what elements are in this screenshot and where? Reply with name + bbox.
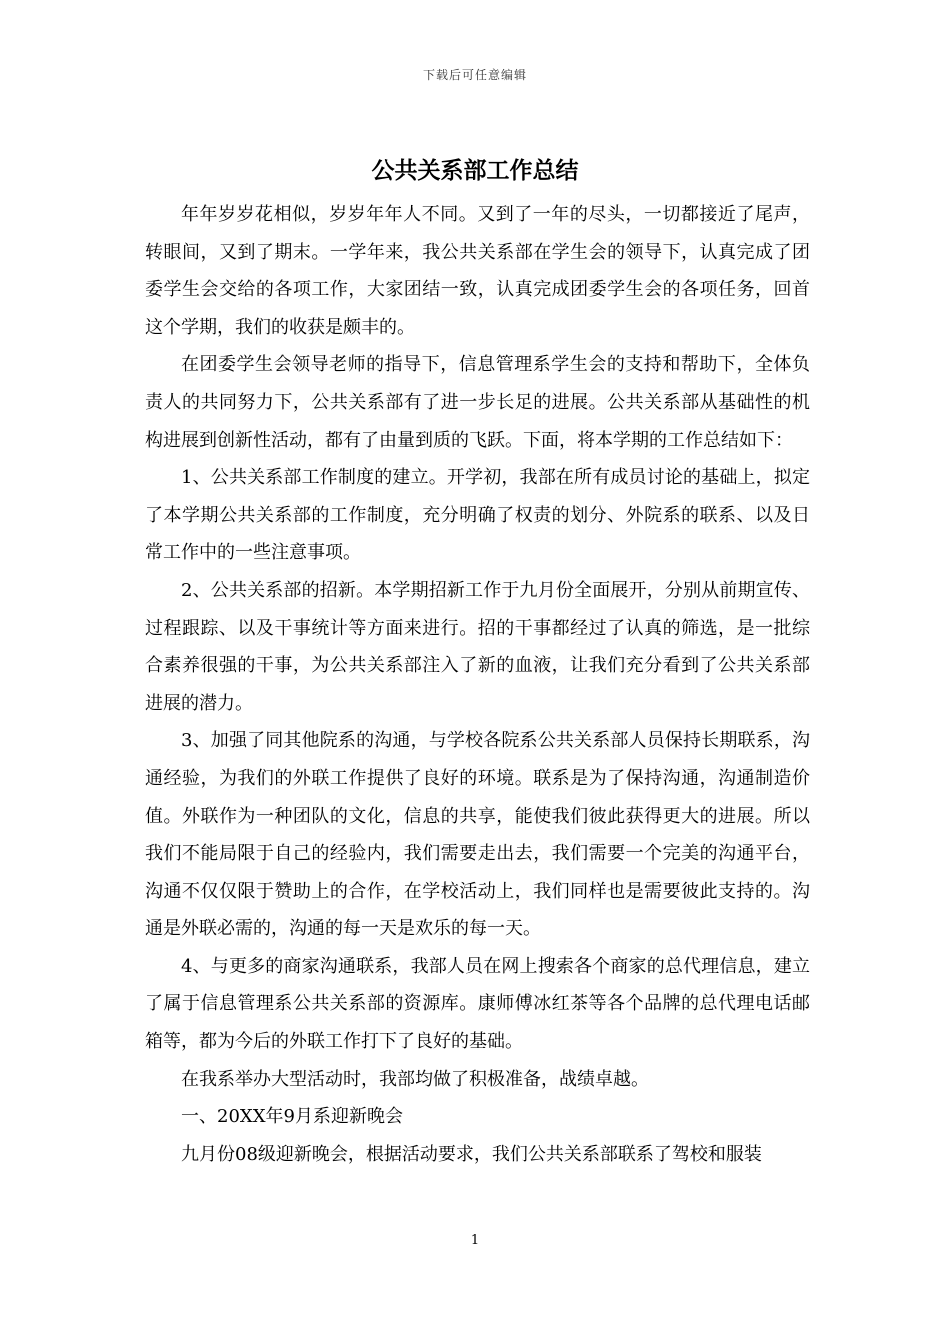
paragraph-item-1: 1、公共关系部工作制度的建立。开学初，我部在所有成员讨论的基础上，拟定了本学期公共关系部的工作制度，充分明确了权责的划分、外院系的联系、以及日常工作中的一些注意事项。 <box>145 467 810 564</box>
paragraph-item-3: 3、加强了同其他院系的沟通，与学校各院系公共关系部人员保持长期联系，沟通经验，为我们的外联工作提供了良好的环境。联系是为了保持沟通，沟通制造价值。外联作为一种团队的文化，信息的共享，能使我们彼此获得更大的进展。所以我们不能局限于自己的经验内，我们需要走出去，我们需要一个完美的沟通平台，沟通不仅仅限于赞助上的合作，在学校活动上，我们同样也是需要彼此支持的。沟通是外联必需的，沟通的每一天是欢乐的每一天。 <box>145 730 810 940</box>
paragraph-activities: 在我系举办大型活动时，我部均做了积极准备，战绩卓越。 <box>181 1068 649 1090</box>
paragraph-overview: 在团委学生会领导老师的指导下，信息管理系学生会的支持和帮助下，全体负责人的共同努力下，公共关系部有了进一步长足的进展。公共关系部从基础性的机构进展到创新性活动，都有了由量到质的飞跃。下面，将本学期的工作总结如下： <box>145 354 810 451</box>
paragraph-section-1: 九月份08级迎新晚会，根据活动要求，我们公共关系部联系了驾校和服装 <box>181 1143 762 1165</box>
header-note: 下载后可任意编辑 <box>422 68 527 82</box>
paragraph-intro: 年年岁岁花相似，岁岁年年人不同。又到了一年的尽头，一切都接近了尾声，转眼间，又到了期末。一学年来，我公共关系部在学生会的领导下，认真完成了团委学生会交给的各项工作，大家团结一致，认真完成团委学生会的各项任务，回首这个学期，我们的收获是颇丰的。 <box>145 204 810 338</box>
document-body <box>145 196 810 1173</box>
paragraph-item-4: 4、与更多的商家沟通联系，我部人员在网上搜索各个商家的总代理信息，建立了属于信息管理系公共关系部的资源库。康师傅冰红茶等各个品牌的总代理电话邮箱等，都为今后的外联工作打下了良好的基础。 <box>145 955 810 1053</box>
section-heading-1: 一、20XX年9月系迎新晚会 <box>181 1106 403 1128</box>
document-title: 公共关系部工作总结 <box>371 158 579 184</box>
page-number: 1 <box>470 1233 480 1248</box>
paragraph-item-2: 2、公共关系部的招新。本学期招新工作于九月份全面展开，分别从前期宣传、过程跟踪、以及干事统计等方面来进行。招的干事都经过了认真的筛选，是一批综合素养很强的干事，为公共关系部注入了新的血液，让我们充分看到了公共关系部进展的潜力。 <box>145 579 810 714</box>
